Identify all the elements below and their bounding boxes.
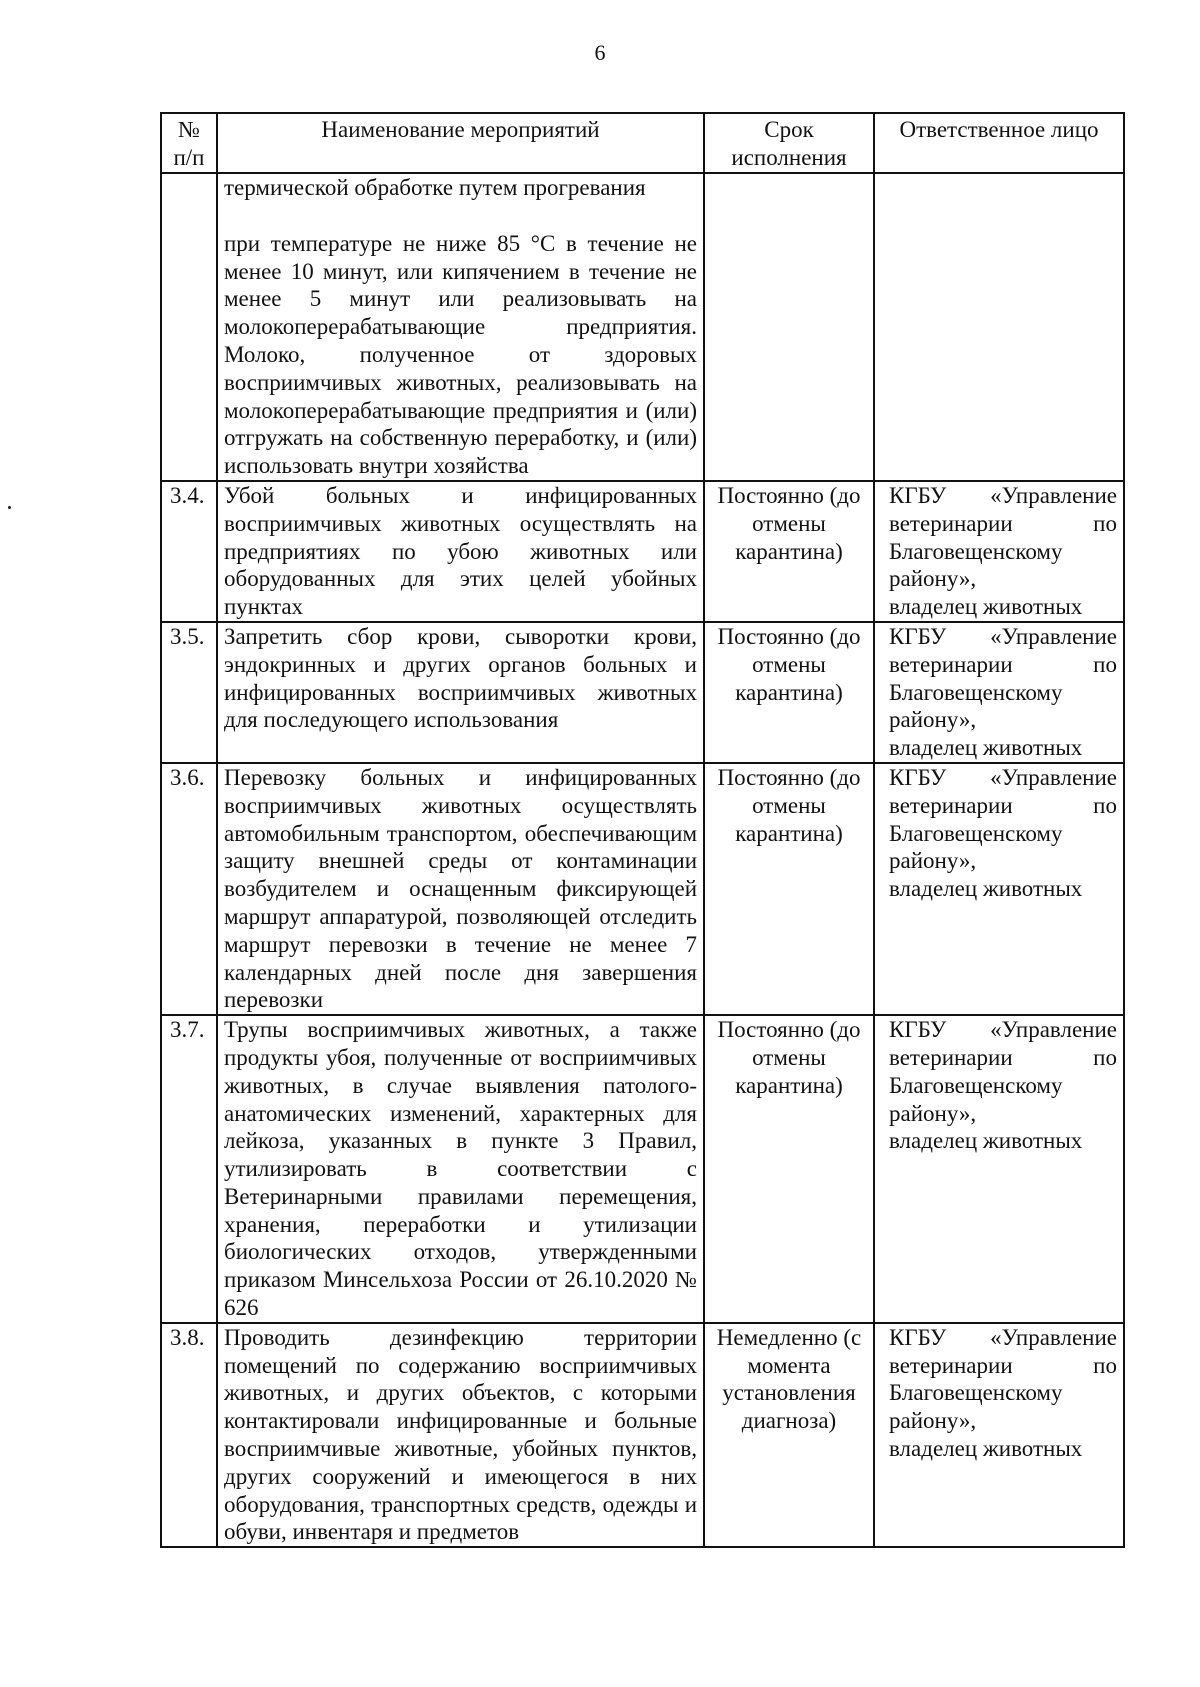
responsible-owner: владелец животных	[889, 594, 1083, 620]
cell-term: Постоянно (до отмены карантина)	[704, 622, 874, 763]
header-name: Наименование мероприятий	[217, 113, 704, 173]
cell-responsible	[874, 173, 1124, 481]
cell-num: 3.5.	[161, 622, 217, 763]
cell-term: Постоянно (до отмены карантина)	[704, 481, 874, 622]
table-row	[161, 1323, 1124, 1547]
table-row	[161, 481, 1124, 622]
cell-name	[217, 173, 704, 481]
responsible-org: КГБУ «Управление ветеринарии по Благовещенскому району»,	[889, 1324, 1117, 1434]
cell-responsible	[874, 1323, 1124, 1547]
cell-name: Запретить сбор крови, сыворотки крови, эндокринных и других органов больных и инфицированных восприимчивых животных для последующего использования	[217, 622, 704, 763]
cell-term: Постоянно (до отмены карантина)	[704, 763, 874, 1015]
header-num: № п/п	[161, 113, 217, 173]
cell-name: Убой больных и инфицированных восприимчивых животных осуществлять на предприятиях по убою животных или оборудованных для этих целей убойных пунктах	[217, 481, 704, 622]
cell-num: 3.7.	[161, 1015, 217, 1323]
cell-num: 3.8.	[161, 1323, 217, 1547]
cell-term	[704, 173, 874, 481]
cell-name: Проводить дезинфекцию территории помещений по содержанию восприимчивых животных, и других объектов, с которыми контактировали инфицированные и больные восприимчивые животные, убойных пунктов, других сооружений и имеющегося в них оборудования, транспортных средств, одежды и обуви, инвентаря и предметов	[217, 1323, 704, 1547]
responsible-owner: владелец животных	[889, 1128, 1083, 1154]
table-row	[161, 622, 1124, 763]
page-number: 6	[594, 40, 606, 65]
continuation-text: при температуре не ниже 85 °С в течение не менее 10 минут, или кипячением в течение не менее 5 минут или реализовывать на молокоперерабатывающие предприятия. Молоко, полученное от здоровых восприимчивых животных, реализовывать на молокоперерабатывающие предприятия и (или) отгружать на собственную переработку, и (или) использовать внутри хозяйства	[224, 230, 697, 479]
cell-responsible	[874, 1015, 1124, 1323]
responsible-owner: владелец животных	[889, 1436, 1083, 1462]
measures-table	[160, 112, 1125, 1548]
responsible-org: КГБУ «Управление ветеринарии по Благовещенскому району»,	[889, 764, 1117, 874]
cell-num: 3.6.	[161, 763, 217, 1015]
cell-responsible	[874, 481, 1124, 622]
table-row	[161, 763, 1124, 1015]
stray-mark	[8, 506, 11, 509]
responsible-org: КГБУ «Управление ветеринарии по Благовещенскому району»,	[889, 1017, 1117, 1126]
header-term: Срок исполнения	[704, 113, 874, 173]
responsible-owner: владелец животных	[889, 735, 1083, 761]
cell-term: Немедленно (с момента установления диагноза)	[704, 1323, 874, 1547]
cell-term: Постоянно (до отмены карантина)	[704, 1015, 874, 1323]
responsible-org: КГБУ «Управление ветеринарии по Благовещенскому району»,	[889, 623, 1117, 733]
cell-name: Перевозку больных и инфицированных восприимчивых животных осуществлять автомобильным транспортом, обеспечивающим защиту внешней среды от контаминации возбудителем и оснащенным фиксирующей маршрут аппаратурой, позволяющей отследить маршрут перевозки в течение не менее 7 календарных дней после дня завершения перевозки	[217, 763, 704, 1015]
cell-responsible	[874, 622, 1124, 763]
continuation-first-line: термической обработке путем прогревания	[224, 175, 646, 200]
responsible-owner: владелец животных	[889, 876, 1083, 902]
cell-name: Трупы восприимчивых животных, а также продукты убоя, полученные от восприимчивых животных, в случае выявления патолого-анатомических изменений, характерных для лейкоза, указанных в пункте 3 Правил, утилизировать в соответствии с Ветеринарными правилами перемещения, хранения, переработки и утилизации биологических отходов, утвержденными приказом Минсельхоза России от 26.10.2020 № 626	[217, 1015, 704, 1323]
table-row	[161, 1015, 1124, 1323]
cell-num: 3.4.	[161, 481, 217, 622]
table-header-row	[161, 113, 1124, 173]
continuation-gap	[224, 202, 697, 230]
cell-num	[161, 173, 217, 481]
responsible-org: КГБУ «Управление ветеринарии по Благовещенскому району»,	[889, 482, 1117, 592]
header-responsible: Ответственное лицо	[874, 113, 1124, 173]
table-row-continuation	[161, 173, 1124, 481]
cell-responsible	[874, 763, 1124, 1015]
